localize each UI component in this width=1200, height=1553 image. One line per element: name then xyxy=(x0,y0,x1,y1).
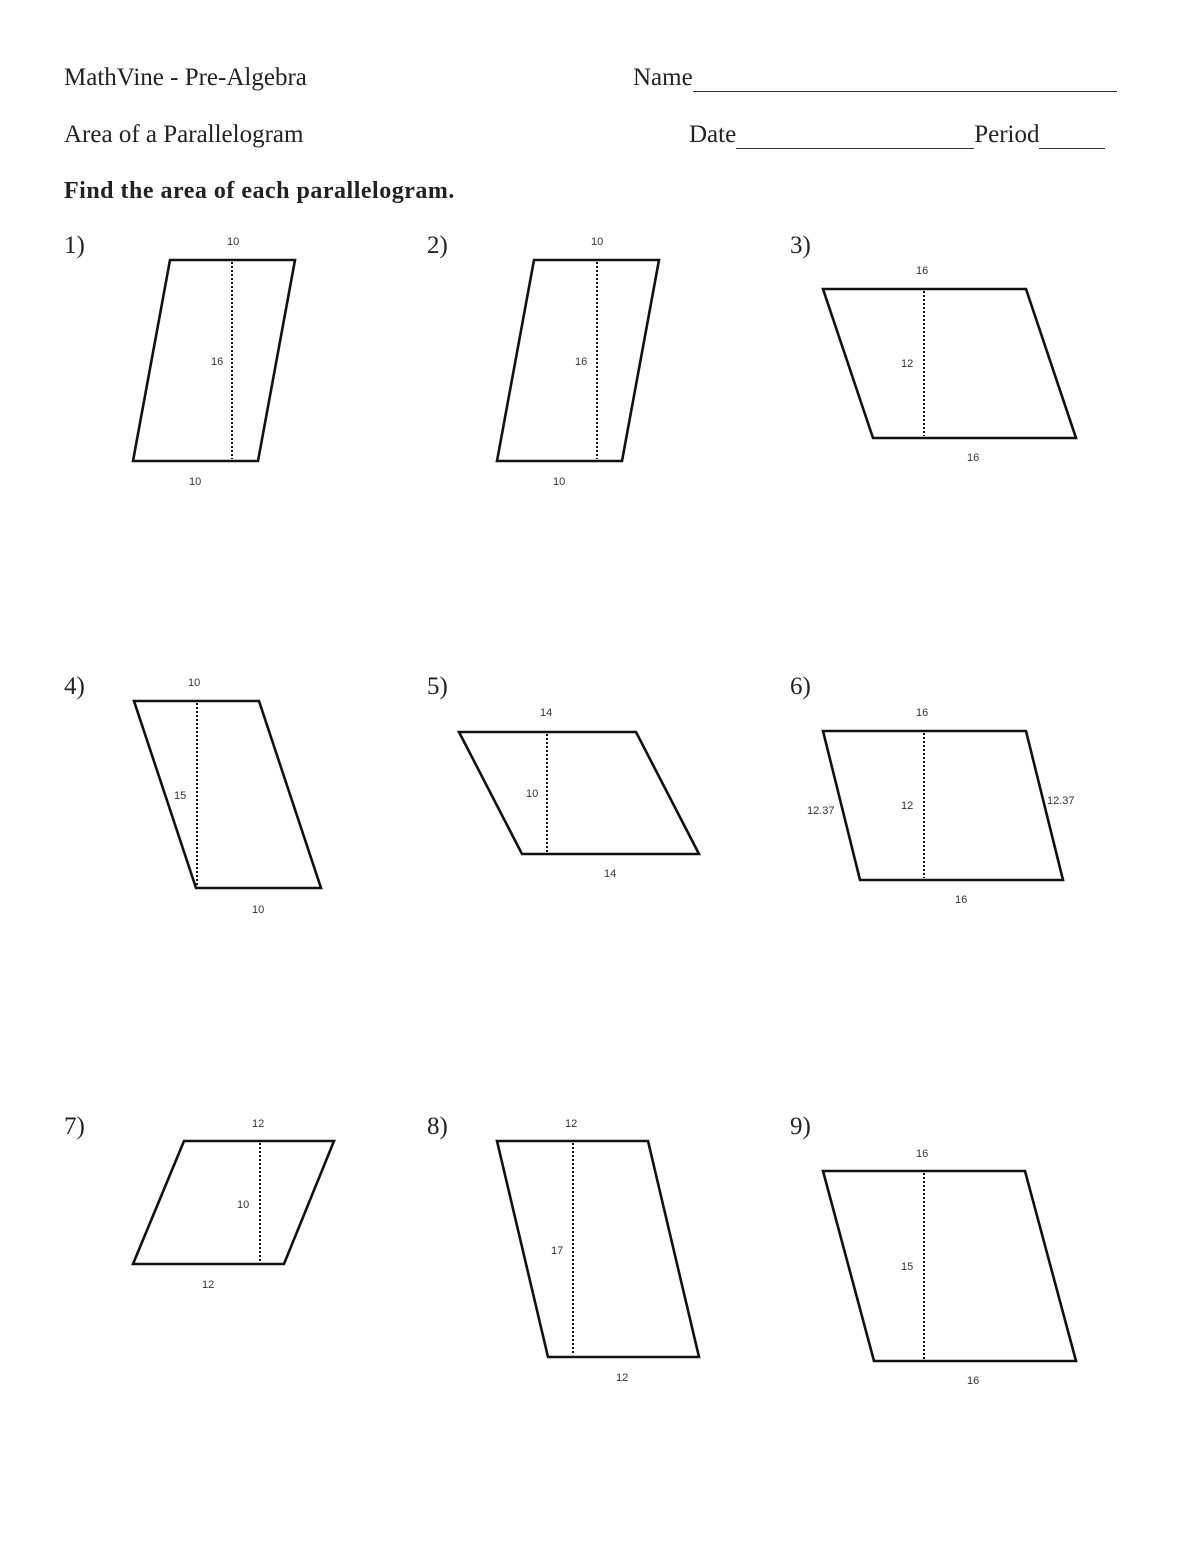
height-label: 12 xyxy=(901,358,914,370)
problem-number: 7) xyxy=(64,1113,85,1140)
bottom-length-label: 12 xyxy=(202,1279,215,1291)
parallelogram-3 xyxy=(823,289,1076,438)
bottom-length-label: 16 xyxy=(967,452,980,464)
problem-number: 4) xyxy=(64,673,85,700)
problem-number: 5) xyxy=(427,673,448,700)
top-length-label: 16 xyxy=(916,1148,929,1160)
name-label: Name xyxy=(633,64,693,91)
problem-number: 6) xyxy=(790,673,811,700)
worksheet-topic: Area of a Parallelogram xyxy=(64,121,304,148)
top-length-label: 12 xyxy=(565,1118,578,1130)
height-label: 10 xyxy=(237,1199,250,1211)
problem-number: 8) xyxy=(427,1113,448,1140)
bottom-length-label: 16 xyxy=(955,894,968,906)
bottom-length-label: 14 xyxy=(604,868,617,880)
left-side-label: 12.37 xyxy=(807,805,835,817)
parallelogram-4 xyxy=(134,701,321,888)
parallelogram-9 xyxy=(823,1171,1076,1361)
top-length-label: 10 xyxy=(591,236,604,248)
problem-number: 9) xyxy=(790,1113,811,1140)
height-label: 12 xyxy=(901,800,914,812)
period-label: Period xyxy=(974,121,1040,148)
height-label: 15 xyxy=(901,1261,914,1273)
parallelogram-7 xyxy=(133,1141,334,1264)
problem-number: 3) xyxy=(790,232,811,259)
parallelogram-5 xyxy=(459,732,699,854)
top-length-label: 10 xyxy=(227,236,240,248)
height-label: 16 xyxy=(575,356,588,368)
right-side-label: 12.37 xyxy=(1047,795,1075,807)
date-label: Date xyxy=(689,121,737,148)
top-length-label: 14 xyxy=(540,707,553,719)
height-label: 16 xyxy=(211,356,224,368)
parallelogram-8 xyxy=(497,1141,699,1357)
problem-number: 1) xyxy=(64,232,85,259)
top-length-label: 16 xyxy=(916,707,929,719)
height-label: 17 xyxy=(551,1245,564,1257)
bottom-length-label: 10 xyxy=(553,476,566,488)
bottom-length-label: 10 xyxy=(189,476,202,488)
top-length-label: 12 xyxy=(252,1118,265,1130)
instructions: Find the area of each parallelogram. xyxy=(64,178,455,204)
top-length-label: 10 xyxy=(188,677,201,689)
top-length-label: 16 xyxy=(916,265,929,277)
bottom-length-label: 12 xyxy=(616,1372,629,1384)
height-label: 10 xyxy=(526,788,539,800)
bottom-length-label: 10 xyxy=(252,904,265,916)
bottom-length-label: 16 xyxy=(967,1375,980,1387)
problem-number: 2) xyxy=(427,232,448,259)
course-title: MathVine - Pre-Algebra xyxy=(64,64,307,91)
height-label: 15 xyxy=(174,790,187,802)
parallelogram-6 xyxy=(823,731,1063,880)
